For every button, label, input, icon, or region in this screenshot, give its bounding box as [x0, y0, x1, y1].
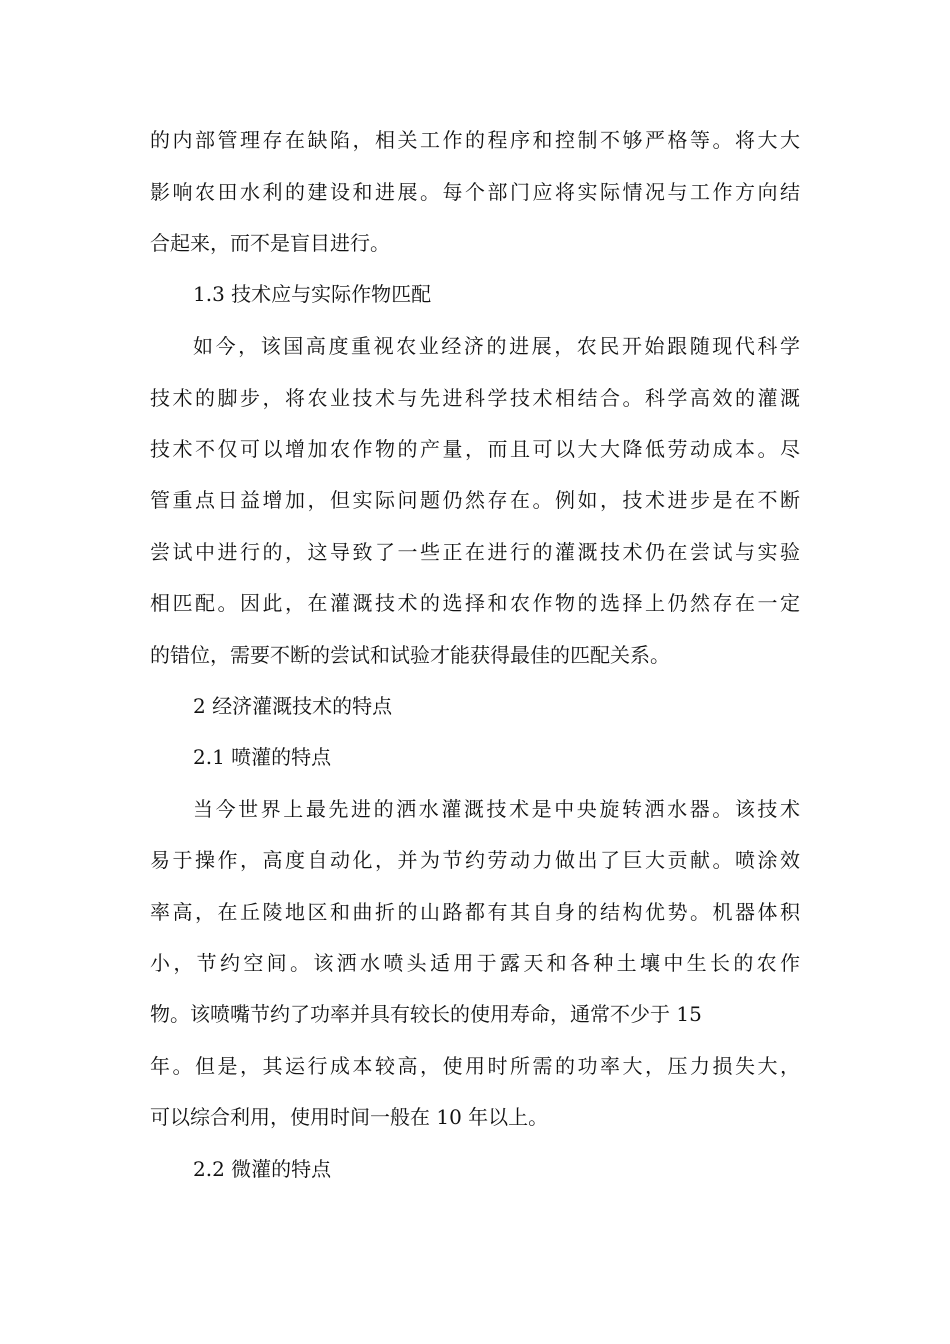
paragraph-line: 的错位，需要不断的尝试和试验才能获得最佳的匹配关系。 [150, 643, 670, 667]
paragraph-line: 年。但是，其运行成本较高，使用时所需的功率大，压力损失大， [150, 1054, 800, 1078]
paragraph-line: 管重点日益增加，但实际问题仍然存在。例如，技术进步是在不断 [150, 488, 800, 512]
section-heading-2-2: 2.2 微灌的特点 [193, 1157, 332, 1181]
paragraph-line: 影响农田水利的建设和进展。每个部门应将实际情况与工作方向结 [150, 180, 800, 204]
paragraph-line: 当今世界上最先进的洒水灌溉技术是中央旋转洒水器。该技术 [193, 797, 800, 821]
section-heading-2: 2 经济灌溉技术的特点 [193, 694, 393, 718]
paragraph-line: 小，节约空间。该洒水喷头适用于露天和各种土壤中生长的农作 [150, 951, 800, 975]
paragraph-line: 的内部管理存在缺陷，相关工作的程序和控制不够严格等。将大大 [150, 128, 800, 152]
paragraph-line: 如今，该国高度重视农业经济的进展，农民开始跟随现代科学 [193, 334, 800, 358]
paragraph-line: 技术不仅可以增加农作物的产量，而且可以大大降低劳动成本。尽 [150, 437, 800, 461]
paragraph-line: 尝试中进行的，这导致了一些正在进行的灌溉技术仍在尝试与实验 [150, 540, 800, 564]
section-heading-2-1: 2.1 喷灌的特点 [193, 745, 332, 769]
paragraph-line: 物。该喷嘴节约了功率并具有较长的使用寿命，通常不少于 15 [150, 1002, 702, 1026]
section-heading-1-3: 1.3 技术应与实际作物匹配 [193, 282, 432, 306]
paragraph-line: 技术的脚步，将农业技术与先进科学技术相结合。科学高效的灌溉 [150, 386, 800, 410]
paragraph-line: 合起来，而不是盲目进行。 [150, 231, 390, 255]
paragraph-line: 可以综合利用，使用时间一般在 10 年以上。 [150, 1105, 549, 1129]
paragraph-line: 易于操作，高度自动化，并为节约劳动力做出了巨大贡献。喷涂效 [150, 848, 800, 872]
paragraph-line: 相匹配。因此，在灌溉技术的选择和农作物的选择上仍然存在一定 [150, 591, 800, 615]
paragraph-line: 率高，在丘陵地区和曲折的山路都有其自身的结构优势。机器体积 [150, 900, 800, 924]
